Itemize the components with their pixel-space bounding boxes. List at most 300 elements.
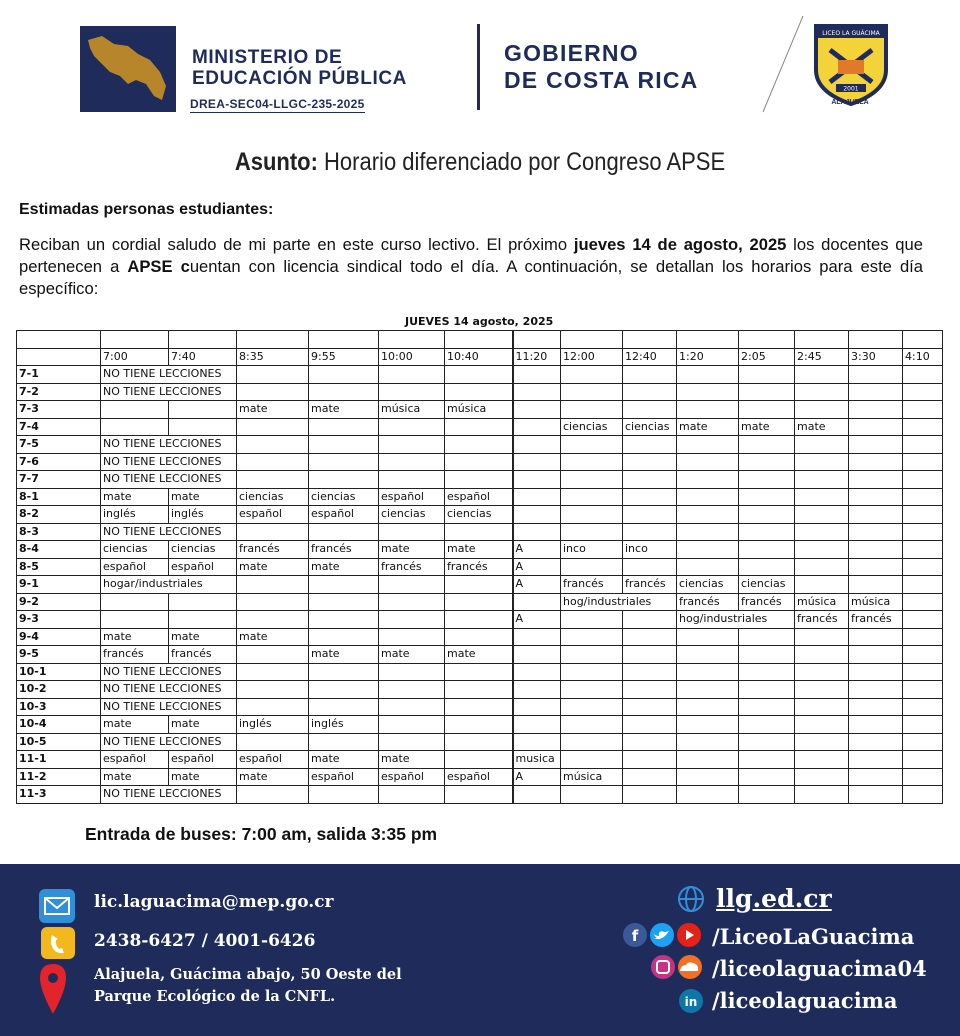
schedule-cell: mate: [237, 558, 309, 576]
social-icons-row-2: [650, 954, 706, 980]
schedule-cell: ciencias: [379, 506, 445, 524]
table-cell: [445, 331, 513, 349]
table-cell: [513, 331, 561, 349]
schedule-cell: [379, 716, 445, 734]
group-cell: 8-2: [17, 506, 101, 524]
schedule-cell: [795, 733, 849, 751]
schedule-cell: [903, 366, 943, 384]
schedule-cell: NO TIENE LECCIONES: [101, 471, 237, 489]
group-cell: 11-3: [17, 786, 101, 804]
crest-year: 2001: [843, 85, 859, 93]
schedule-cell: [739, 488, 795, 506]
schedule-cell: NO TIENE LECCIONES: [101, 698, 237, 716]
table-cell: [677, 331, 739, 349]
group-cell: 11-2: [17, 768, 101, 786]
phone-numbers[interactable]: 2438-6427 / 4001-6426: [94, 931, 316, 951]
schedule-cell: [445, 681, 513, 699]
schedule-cell: [903, 383, 943, 401]
schedule-cell: [739, 786, 795, 804]
schedule-cell: [623, 751, 677, 769]
schedule-cell: NO TIENE LECCIONES: [101, 786, 237, 804]
group-cell: 11-1: [17, 751, 101, 769]
schedule-cell: [169, 418, 237, 436]
schedule-cell: mate: [379, 751, 445, 769]
facebook-icon: f: [631, 927, 639, 945]
location-pin-icon: [38, 962, 68, 1018]
schedule-cell: [237, 593, 309, 611]
schedule-cell: [849, 506, 903, 524]
schedule-cell: [309, 383, 379, 401]
time-header-cell: 7:00: [101, 348, 169, 366]
schedule-cell: [849, 716, 903, 734]
schedule-cell: [237, 436, 309, 454]
schedule-cell: [379, 471, 445, 489]
group-cell: 7-5: [17, 436, 101, 454]
schedule-cell: inco: [561, 541, 623, 559]
schedule-cell: [237, 453, 309, 471]
schedule-cell: [677, 366, 739, 384]
schedule-cell: [237, 418, 309, 436]
schedule-cell: hog/industriales: [561, 593, 677, 611]
schedule-cell: [739, 471, 795, 489]
schedule-cell: [903, 733, 943, 751]
schedule-cell: [237, 611, 309, 629]
schedule-cell: [677, 646, 739, 664]
schedule-cell: NO TIENE LECCIONES: [101, 663, 237, 681]
schedule-cell: [561, 558, 623, 576]
subject-label: Asunto:: [234, 148, 318, 176]
schedule-cell: [513, 366, 561, 384]
schedule-cell: [623, 628, 677, 646]
schedule-cell: [795, 751, 849, 769]
group-cell: 10-5: [17, 733, 101, 751]
schedule-cell: [237, 681, 309, 699]
schedule-cell: [677, 541, 739, 559]
schedule-cell: [623, 523, 677, 541]
schedule-cell: [101, 593, 169, 611]
group-cell: 10-2: [17, 681, 101, 699]
schedule-cell: mate: [739, 418, 795, 436]
schedule-cell: [849, 628, 903, 646]
schedule-cell: [623, 611, 677, 629]
schedule-cell: [903, 628, 943, 646]
group-cell: 7-3: [17, 401, 101, 419]
schedule-cell: mate: [309, 401, 379, 419]
schedule-cell: [237, 698, 309, 716]
schedule-cell: mate: [309, 558, 379, 576]
time-header-cell: 1:20: [677, 348, 739, 366]
schedule-cell: A: [513, 541, 561, 559]
schedule-cell: [903, 593, 943, 611]
schedule-cell: [379, 383, 445, 401]
schedule-cell: español: [445, 488, 513, 506]
schedule-cell: NO TIENE LECCIONES: [101, 523, 237, 541]
schedule-cell: español: [445, 768, 513, 786]
schedule-cell: [379, 681, 445, 699]
schedule-cell: [903, 471, 943, 489]
schedule-time-row: [17, 348, 943, 366]
schedule-cell: [849, 786, 903, 804]
schedule-cell: ciencias: [445, 506, 513, 524]
schedule-cell: [739, 383, 795, 401]
schedule-cell: [677, 506, 739, 524]
schedule-cell: [237, 523, 309, 541]
schedule-cell: [561, 698, 623, 716]
schedule-title: JUEVES 14 agosto, 2025: [405, 315, 554, 328]
schedule-cell: [445, 786, 513, 804]
time-header-cell: 8:35: [237, 348, 309, 366]
schedule-cell: [513, 506, 561, 524]
header-corner-cell: [17, 348, 101, 366]
table-cell: [379, 331, 445, 349]
schedule-cell: [677, 628, 739, 646]
schedule-cell: ciencias: [561, 418, 623, 436]
schedule-cell: [561, 681, 623, 699]
schedule-cell: [739, 628, 795, 646]
schedule-cell: música: [561, 768, 623, 786]
schedule-cell: [903, 506, 943, 524]
schedule-cell: francés: [445, 558, 513, 576]
schedule-cell: A: [513, 768, 561, 786]
schedule-cell: música: [445, 401, 513, 419]
schedule-cell: [739, 541, 795, 559]
schedule-cell: mate: [169, 488, 237, 506]
table-cell: [17, 331, 101, 349]
table-row: [17, 366, 943, 384]
subject-text: Horario diferenciado por Congreso APSE: [317, 148, 726, 176]
schedule-cell: mate: [445, 646, 513, 664]
table-cell: [101, 331, 169, 349]
crest-school-name: LICEO LA GUÁCIMA: [822, 30, 880, 37]
schedule-cell: [849, 558, 903, 576]
table-row: [17, 541, 943, 559]
time-header-cell: 10:00: [379, 348, 445, 366]
table-row: [17, 471, 943, 489]
schedule-cell: [309, 681, 379, 699]
schedule-cell: [445, 523, 513, 541]
table-row: [17, 628, 943, 646]
schedule-cell: [677, 383, 739, 401]
schedule-cell: [903, 786, 943, 804]
schedule-cell: [379, 418, 445, 436]
header-divider: [477, 24, 480, 110]
schedule-cell: español: [309, 768, 379, 786]
website-link[interactable]: llg.ed.cr: [716, 884, 832, 913]
table-row: [17, 663, 943, 681]
table-row: [17, 401, 943, 419]
schedule-cell: [513, 418, 561, 436]
schedule-cell: [445, 418, 513, 436]
schedule-cell: [903, 488, 943, 506]
schedule-cell: [739, 558, 795, 576]
schedule-cell: [445, 471, 513, 489]
schedule-cell: francés: [677, 593, 739, 611]
schedule-cell: [849, 471, 903, 489]
schedule-cell: francés: [849, 611, 903, 629]
schedule-cell: [561, 646, 623, 664]
schedule-cell: mate: [169, 628, 237, 646]
group-cell: 7-2: [17, 383, 101, 401]
schedule-cell: [849, 436, 903, 454]
schedule-cell: [513, 663, 561, 681]
phone-icon: [40, 926, 76, 960]
schedule-cell: ciencias: [309, 488, 379, 506]
schedule-cell: [795, 558, 849, 576]
schedule-cell: [445, 663, 513, 681]
schedule-cell: [795, 383, 849, 401]
schedule-cell: [513, 593, 561, 611]
schedule-cell: inglés: [237, 716, 309, 734]
schedule-cell: [561, 663, 623, 681]
schedule-cell: español: [379, 488, 445, 506]
schedule-cell: mate: [101, 488, 169, 506]
time-header-cell: 7:40: [169, 348, 237, 366]
schedule-cell: A: [513, 558, 561, 576]
table-cell: [169, 331, 237, 349]
schedule-cell: francés: [101, 646, 169, 664]
schedule-cell: [795, 541, 849, 559]
time-header-cell: 11:20: [513, 348, 561, 366]
facebook-handle[interactable]: /LiceoLaGuacima: [712, 924, 915, 949]
schedule-cell: [739, 751, 795, 769]
schedule-cell: [445, 628, 513, 646]
table-row: [17, 786, 943, 804]
schedule-cell: [309, 628, 379, 646]
schedule-cell: [739, 453, 795, 471]
schedule-cell: [309, 523, 379, 541]
schedule-cell: [903, 436, 943, 454]
schedule-cell: mate: [101, 628, 169, 646]
schedule-cell: [379, 698, 445, 716]
schedule-cell: español: [237, 506, 309, 524]
schedule-cell: [849, 733, 903, 751]
schedule-cell: música: [379, 401, 445, 419]
schedule-cell: [623, 436, 677, 454]
schedule-cell: NO TIENE LECCIONES: [101, 733, 237, 751]
time-header-cell: 10:40: [445, 348, 513, 366]
schedule-cell: francés: [739, 593, 795, 611]
schedule-cell: [903, 453, 943, 471]
schedule-cell: [849, 681, 903, 699]
schedule-cell: [795, 786, 849, 804]
group-cell: 8-1: [17, 488, 101, 506]
schedule-cell: [237, 663, 309, 681]
schedule-cell: [561, 786, 623, 804]
schedule-cell: mate: [237, 768, 309, 786]
schedule-cell: francés: [561, 576, 623, 594]
schedule-cell: [795, 628, 849, 646]
schedule-cell: [237, 366, 309, 384]
schedule-cell: NO TIENE LECCIONES: [101, 436, 237, 454]
schedule-cell: francés: [795, 611, 849, 629]
schedule-cell: [739, 733, 795, 751]
table-row: [17, 488, 943, 506]
schedule-cell: [677, 663, 739, 681]
schedule-cell: [445, 751, 513, 769]
bus-schedule: Entrada de buses: 7:00 am, salida 3:35 pm: [85, 824, 438, 844]
schedule-cell: [309, 593, 379, 611]
schedule-cell: inco: [623, 541, 677, 559]
schedule-cell: [739, 698, 795, 716]
schedule-cell: [903, 646, 943, 664]
table-cell: [561, 331, 623, 349]
schedule-cell: [309, 453, 379, 471]
schedule-cell: inglés: [169, 506, 237, 524]
schedule-cell: [903, 716, 943, 734]
table-cell: [623, 331, 677, 349]
schedule-cell: [513, 436, 561, 454]
schedule-cell: [561, 611, 623, 629]
schedule-cell: [739, 436, 795, 454]
document-code: DREA-SEC04-LLGC-235-2025: [190, 97, 365, 111]
schedule-cell: [739, 366, 795, 384]
schedule-cell: [379, 786, 445, 804]
group-cell: 9-1: [17, 576, 101, 594]
schedule-cell: español: [101, 751, 169, 769]
schedule-cell: mate: [237, 628, 309, 646]
schedule-cell: español: [169, 558, 237, 576]
schedule-cell: [561, 523, 623, 541]
schedule-cell: [237, 733, 309, 751]
schedule-cell: [445, 366, 513, 384]
schedule-cell: [561, 453, 623, 471]
schedule-cell: [677, 453, 739, 471]
table-row: [17, 611, 943, 629]
schedule-cell: música: [849, 593, 903, 611]
schedule-cell: francés: [379, 558, 445, 576]
event-date: jueves 14 de agosto, 2025: [573, 235, 787, 254]
schedule-cell: [309, 611, 379, 629]
email-link[interactable]: lic.laguacima@mep.go.cr: [94, 892, 334, 912]
schedule-cell: mate: [677, 418, 739, 436]
group-cell: 7-1: [17, 366, 101, 384]
schedule-cell: mate: [795, 418, 849, 436]
footer: [0, 864, 960, 1036]
schedule-cell: hog/industriales: [677, 611, 795, 629]
schedule-cell: [903, 541, 943, 559]
schedule-cell: [513, 401, 561, 419]
schedule-spacer-row: [17, 331, 943, 349]
schedule-cell: [561, 716, 623, 734]
schedule-cell: [849, 383, 903, 401]
schedule-cell: [739, 663, 795, 681]
schedule-cell: [237, 471, 309, 489]
time-header-cell: 12:40: [623, 348, 677, 366]
schedule-cell: [677, 558, 739, 576]
schedule-cell: [309, 436, 379, 454]
schedule-cell: [513, 681, 561, 699]
schedule-cell: [903, 751, 943, 769]
schedule-cell: [739, 716, 795, 734]
linkedin-icon: [678, 988, 704, 1014]
table-row: [17, 453, 943, 471]
greeting: Estimadas personas estudiantes:: [19, 201, 274, 218]
table-row: [17, 383, 943, 401]
schedule-cell: [169, 611, 237, 629]
subject-line: [58, 148, 903, 177]
schedule-cell: [237, 383, 309, 401]
schedule-cell: [379, 593, 445, 611]
schedule-cell: [849, 418, 903, 436]
group-cell: 10-3: [17, 698, 101, 716]
schedule-cell: francés: [237, 541, 309, 559]
schedule-cell: [445, 593, 513, 611]
schedule-cell: [623, 663, 677, 681]
table-row: [17, 418, 943, 436]
schedule-table: [16, 330, 943, 804]
schedule-cell: hogar/industriales: [101, 576, 237, 594]
table-cell: [795, 331, 849, 349]
schedule-cell: [561, 383, 623, 401]
table-cell: [237, 331, 309, 349]
instagram-handle[interactable]: /liceolaguacima04: [712, 956, 927, 981]
schedule-cell: [795, 401, 849, 419]
government-name: GOBIERNO DE COSTA RICA: [504, 40, 699, 93]
schedule-cell: [677, 488, 739, 506]
table-row: [17, 751, 943, 769]
schedule-cell: [309, 366, 379, 384]
schedule-cell: [795, 453, 849, 471]
schedule-cell: [445, 383, 513, 401]
schedule-cell: español: [309, 506, 379, 524]
schedule-cell: [513, 786, 561, 804]
time-header-cell: 4:10: [903, 348, 943, 366]
schedule-cell: [513, 716, 561, 734]
schedule-cell: [623, 488, 677, 506]
schedule-cell: [795, 716, 849, 734]
linkedin-handle[interactable]: /liceolaguacima: [712, 988, 898, 1013]
schedule-cell: [795, 681, 849, 699]
schedule-cell: [445, 436, 513, 454]
schedule-cell: [739, 768, 795, 786]
schedule-cell: [379, 523, 445, 541]
table-row: [17, 768, 943, 786]
schedule-cell: NO TIENE LECCIONES: [101, 681, 237, 699]
table-row: [17, 436, 943, 454]
schedule-cell: [849, 768, 903, 786]
schedule-cell: [849, 401, 903, 419]
schedule-cell: [623, 646, 677, 664]
time-header-cell: 12:00: [561, 348, 623, 366]
schedule-cell: A: [513, 576, 561, 594]
table-cell: [903, 331, 943, 349]
schedule-cell: inglés: [309, 716, 379, 734]
schedule-cell: [623, 401, 677, 419]
group-cell: 8-5: [17, 558, 101, 576]
crest-city: ALAJUELA: [831, 99, 869, 106]
group-cell: 9-2: [17, 593, 101, 611]
schedule-cell: [513, 523, 561, 541]
time-header-cell: 2:45: [795, 348, 849, 366]
schedule-cell: [561, 366, 623, 384]
schedule-cell: [739, 646, 795, 664]
schedule-cell: francés: [309, 541, 379, 559]
schedule-cell: [795, 698, 849, 716]
schedule-cell: ciencias: [739, 576, 795, 594]
union-name: APSE c: [127, 257, 190, 276]
schedule-cell: NO TIENE LECCIONES: [101, 453, 237, 471]
letterhead: [0, 0, 960, 130]
schedule-cell: [623, 453, 677, 471]
schedule-cell: [739, 401, 795, 419]
schedule-cell: música: [795, 593, 849, 611]
table-row: [17, 716, 943, 734]
social-icons-row-1: [622, 922, 704, 948]
time-header-cell: 3:30: [849, 348, 903, 366]
schedule-cell: [849, 646, 903, 664]
schedule-cell: [849, 488, 903, 506]
schedule-cell: [623, 366, 677, 384]
